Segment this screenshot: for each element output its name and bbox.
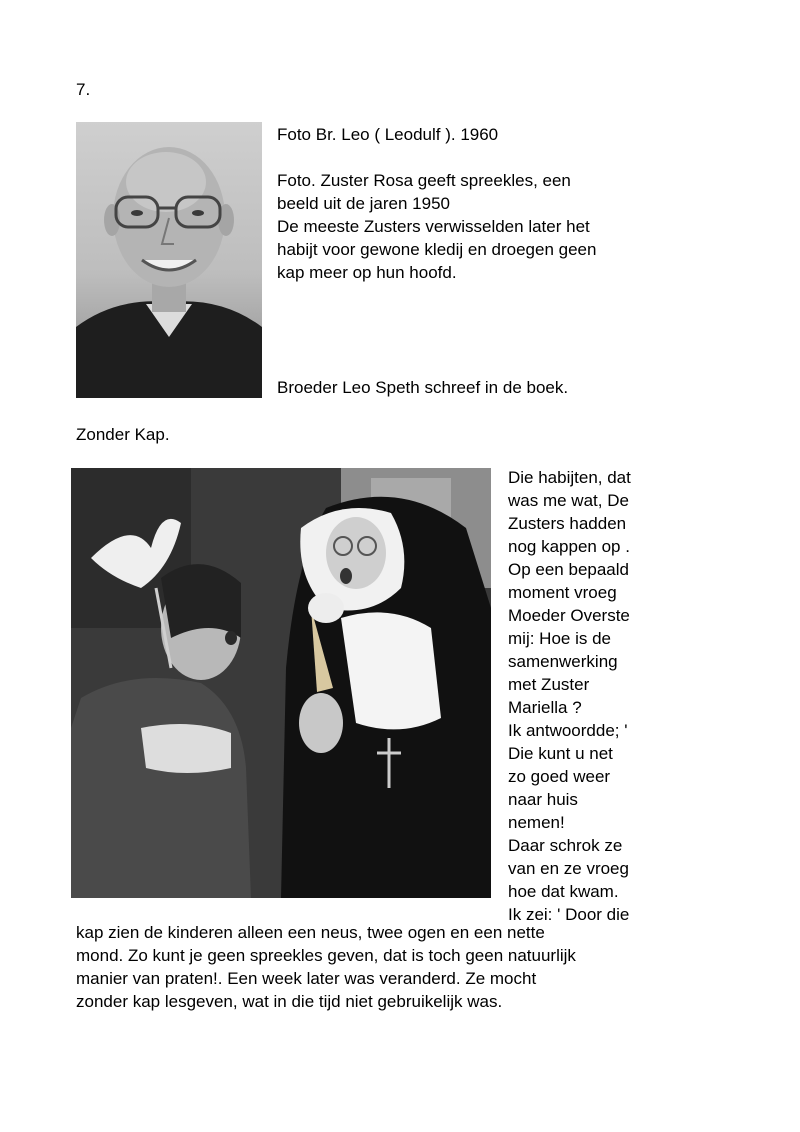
side-text-line: Die habijten, dat [508,468,631,487]
portrait-photo [76,122,262,398]
side-text-line: Op een bepaald [508,560,629,579]
paragraph-line: manier van praten!. Een week later was veranderd. Ze mocht [76,969,537,988]
page-number: 7. [76,80,91,99]
side-text-line: was me wat, De [508,491,629,510]
side-text-line: Ik antwoordde; ' [508,721,628,740]
portrait-caption: Foto Br. Leo ( Leodulf ). 1960 [277,125,499,144]
author-note: Broeder Leo Speth schreef in de boek. [277,378,569,397]
side-text-line: naar huis [508,790,578,809]
caption-line: De meeste Zusters verwisselden later het [277,217,590,236]
bottom-paragraph [76,921,576,1013]
side-text-line: Moeder Overste [508,606,630,625]
side-text-line: Zusters hadden [508,514,627,533]
paragraph-line: zonder kap lesgeven, wat in die tijd niet gebruikelijk was. [76,992,503,1011]
caption-line: beeld uit de jaren 1950 [277,194,450,213]
caption-block [277,123,657,284]
caption-line: habijt voor gewone kledij en droegen geen [277,240,597,259]
paragraph-line: mond. Zo kunt je geen spreekles geven, dat is toch geen natuurlijk [76,946,576,965]
side-text-line: zo goed weer [508,767,611,786]
side-text-line: mij: Hoe is de [508,629,611,648]
caption-line: Foto. Zuster Rosa geeft spreekles, een [277,171,571,190]
side-text-line: Die kunt u net [508,744,613,763]
side-text-line: Ik zei: ' Door die [508,905,630,924]
side-text-line: Daar schrok ze [508,836,623,855]
side-text-line: hoe dat kwam. [508,882,619,901]
side-text-line: moment vroeg [508,583,617,602]
side-text-line: nemen! [508,813,565,832]
lesson-photo [71,468,491,898]
side-text-line: samenwerking [508,652,618,671]
side-text-line: Mariella ? [508,698,582,717]
side-text-line: met Zuster [508,675,590,694]
side-text-line: van en ze vroeg [508,859,629,878]
caption-line: kap meer op hun hoofd. [277,263,457,282]
section-title: Zonder Kap. [76,425,170,444]
paragraph-line: kap zien de kinderen alleen een neus, twee ogen en een nette [76,923,545,942]
side-text-column [508,466,631,926]
side-text-line: nog kappen op . [508,537,630,556]
